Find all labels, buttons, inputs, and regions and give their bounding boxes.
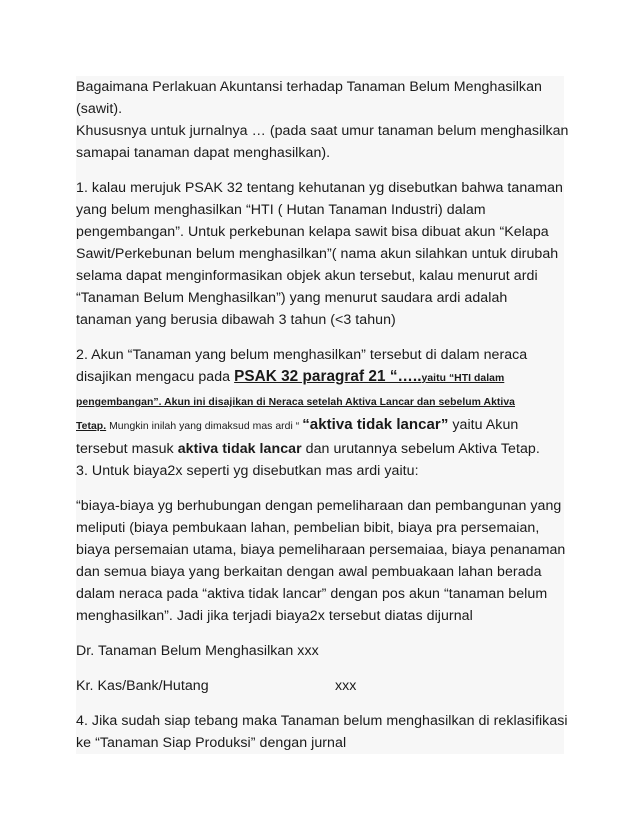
- point-2-line: 2. Akun “Tanaman yang belum menghasilkan” tersebut di dalam neraca: [76, 347, 528, 363]
- emphasis-text: “aktiva tidak lancar”: [302, 416, 449, 433]
- quote-line: biaya persemaian utama, biaya pemeliharaan persemaiaa, biaya penanaman: [76, 542, 566, 558]
- point-1-line: selama dapat menginformasikan objek akun tersebut, kalau menurut ardi: [76, 268, 538, 284]
- point-2-text: tersebut masuk: [76, 441, 178, 457]
- article-body: [76, 76, 569, 754]
- quote-line: dalam neraca pada “aktiva tidak lancar” dengan pos akun “tanaman belum: [76, 586, 548, 602]
- quote-line: dan semua biaya yang berkaitan dengan awal pembuakaan lahan berada: [76, 564, 542, 580]
- point-2-line: [76, 414, 564, 438]
- spacer: [76, 697, 564, 710]
- spacer: [76, 482, 564, 495]
- psak-quote: pengembangan”. Akun ini disajikan di Neraca setelah Aktiva Lancar dan sebelum Aktiva: [76, 397, 516, 408]
- journal-credit: [76, 675, 564, 697]
- intro-line: (sawit).: [76, 101, 123, 117]
- quote-line: “biaya-biaya yg berhubungan dengan pemeliharaan dan pembangunan yang: [76, 498, 562, 514]
- point-3-line: 3. Untuk biaya2x seperti yg disebutkan mas ardi yaitu:: [76, 463, 419, 479]
- point-1-line: Sawit/Perkebunan belum menghasilkan”( nama akun silahkan untuk dirubah: [76, 246, 559, 262]
- spacer: [76, 164, 564, 177]
- credit-value: xxx: [335, 678, 357, 694]
- point-2-text: yaitu Akun: [448, 417, 519, 433]
- point-4-line: ke “Tanaman Siap Produksi” dengan jurnal: [76, 735, 347, 751]
- point-2-text: dan urutannya sebelum Aktiva Tetap.: [301, 441, 540, 457]
- intro-line: Khususnya untuk jurnalnya … (pada saat umur tanaman belum menghasilkan: [76, 123, 569, 139]
- psak-reference: PSAK 32 paragraf 21 “…..: [234, 368, 422, 385]
- point-1-line: pengembangan”. Untuk perkebunan kelapa sawit bisa dibuat akun “Kelapa: [76, 224, 549, 240]
- point-1-line: yang belum menghasilkan “HTI ( Hutan Tanaman Industri) dalam: [76, 202, 486, 218]
- emphasis-text: aktiva tidak lancar: [177, 441, 302, 457]
- intro-line: Bagaimana Perlakuan Akuntansi terhadap Tanaman Belum Menghasilkan: [76, 79, 542, 95]
- point-1-line: tanaman yang berusia dibawah 3 tahun (<3 tahun): [76, 312, 396, 328]
- point-2-line: [76, 438, 564, 460]
- point-2-text: disajikan mengacu pada: [76, 369, 235, 385]
- point-1-line: 1. kalau merujuk PSAK 32 tentang kehutanan yg disebutkan bahwa tanaman: [76, 180, 563, 196]
- quote-line: meliputi (biaya pembukaan lahan, pembelian bibit, biaya pra persemaian,: [76, 520, 540, 536]
- spacer: [76, 662, 564, 675]
- quote-line: menghasilkan”. Jadi jika terjadi biaya2x tersebut diatas dijurnal: [76, 608, 473, 624]
- psak-quote: yaitu “HTI dalam: [421, 373, 505, 384]
- credit-label: Kr. Kas/Bank/Hutang: [76, 678, 209, 694]
- spacer: [76, 627, 564, 640]
- spacer: [76, 331, 564, 344]
- journal-debit: Dr. Tanaman Belum Menghasilkan xxx: [76, 643, 319, 659]
- point-2-line: [76, 390, 564, 414]
- psak-quote: Tetap.: [76, 421, 107, 432]
- point-4-line: 4. Jika sudah siap tebang maka Tanaman belum menghasilkan di reklasifikasi: [76, 713, 568, 729]
- point-2-line: [76, 366, 564, 390]
- point-2-text: Mungkin inilah yang dimaksud mas ardi “: [106, 421, 303, 432]
- point-1-line: “Tanaman Belum Menghasilkan”) yang menurut saudara ardi adalah: [76, 290, 508, 306]
- intro-line: samapai tanaman dapat menghasilkan).: [76, 145, 331, 161]
